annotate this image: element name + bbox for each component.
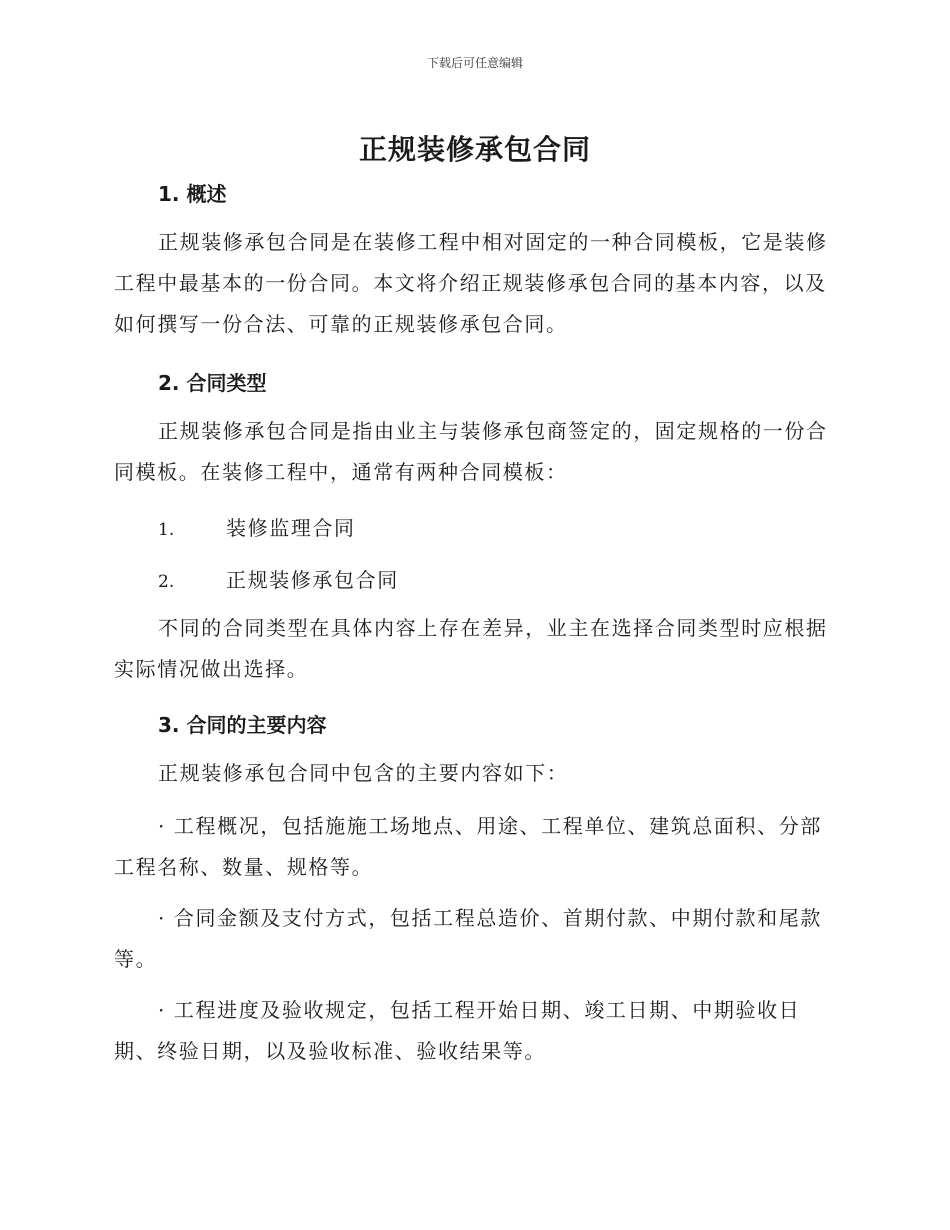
list-item-number: 1. [158, 520, 175, 540]
paragraph-overview: 正规装修承包合同是在装修工程中相对固定的一种合同模板，它是装修工程中最基本的一份合同。本文将介绍正规装修承包合同的基本内容，以及如何撰写一份合法、可靠的正规装修承包合同。 [114, 230, 828, 336]
list-item-number: 2. [158, 572, 175, 592]
list-item [158, 564, 399, 593]
bullet-progress-acceptance: · 工程进度及验收规定，包括工程开始日期、竣工日期、中期验收日期、终验日期，以及验收标准、验收结果等。 [114, 998, 801, 1063]
paragraph-contract-types-intro: 正规装修承包合同是指由业主与装修承包商签定的，固定规格的一份合同模板。在装修工程中，通常有两种合同模板： [114, 419, 828, 484]
section-heading-main-contents: 3. 合同的主要内容 [158, 713, 327, 737]
section-heading-contract-types: 2. 合同类型 [158, 371, 267, 395]
document-title: 正规装修承包合同 [358, 133, 591, 166]
list-item-text: 装修监理合同 [226, 516, 356, 540]
paragraph-contract-types-note: 不同的合同类型在具体内容上存在差异，业主在选择合同类型时应根据实际情况做出选择。 [114, 616, 828, 681]
bullet-project-overview: · 工程概况，包括施施工场地点、用途、工程单位、建筑总面积、分部工程名称、数量、规格等。 [114, 814, 822, 879]
list-item-text: 正规装修承包合同 [226, 568, 399, 592]
paragraph-main-contents-intro: 正规装修承包合同中包含的主要内容如下： [158, 761, 569, 785]
list-item [158, 512, 356, 541]
section-heading-overview: 1. 概述 [158, 182, 227, 206]
page-header-note: 下载后可任意编辑 [426, 56, 523, 70]
bullet-contract-amount: · 合同金额及支付方式，包括工程总造价、首期付款、中期付款和尾款等。 [114, 906, 822, 971]
